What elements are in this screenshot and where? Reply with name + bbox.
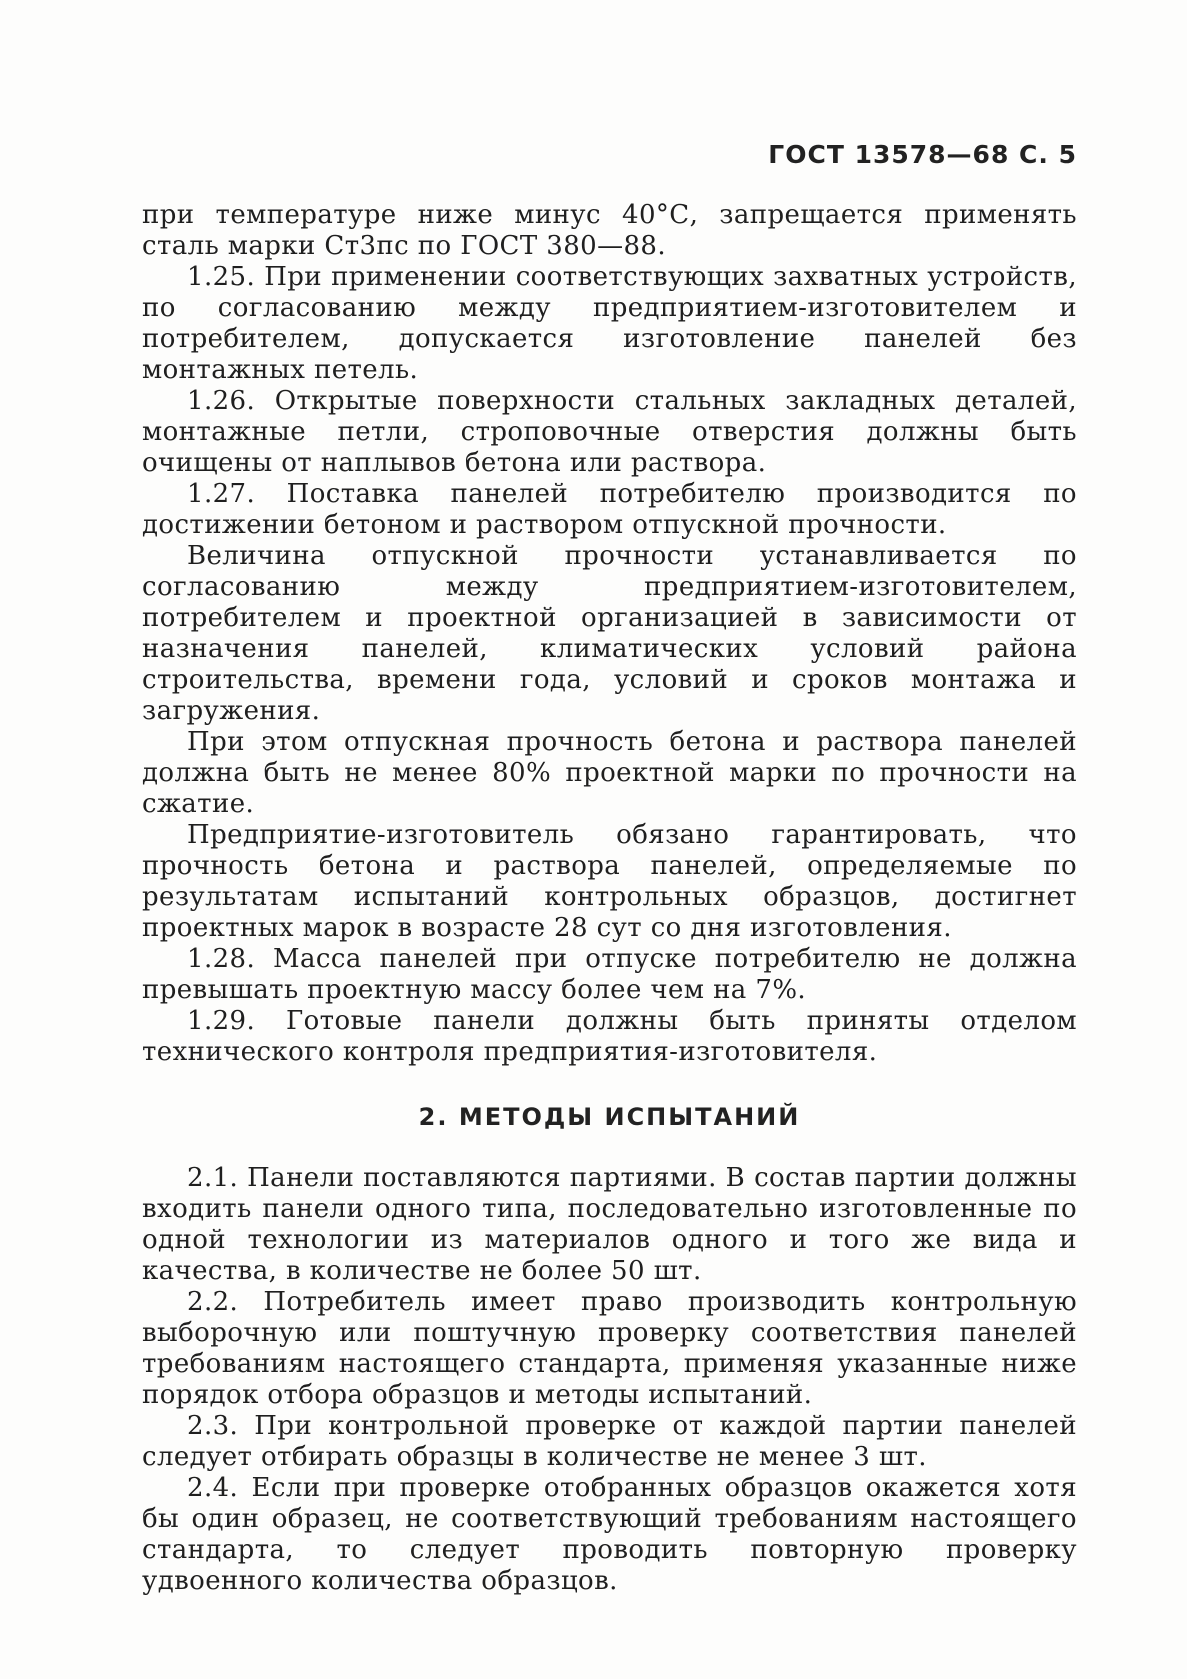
document-body: [142, 200, 1077, 1597]
paragraph-2-1: 2.1. Панели поставляются партиями. В состав партии должны входить панели одного типа, последовательно изготовленные по одной технологии из материалов одного и того же вида и качества, в количестве не более 50 шт.: [142, 1163, 1077, 1286]
paragraph-guarantee: Предприятие-изготовитель обязано гарантировать, что прочность бетона и раствора панелей, определяемые по результатам испытаний контрольных образцов, достигнет проектных марок в возрасте 28 сут со дня изготовления.: [142, 820, 1077, 943]
paragraph-1-26: 1.26. Открытые поверхности стальных закладных деталей, монтажные петли, строповочные отверстия должны быть очищены от наплывов бетона или раствора.: [142, 386, 1077, 478]
paragraph-1-28: 1.28. Масса панелей при отпуске потребителю не должна превышать проектную массу более чем на 7%.: [142, 944, 1077, 1005]
paragraph-2-2: 2.2. Потребитель имеет право производить контрольную выборочную или поштучную проверку соответствия панелей требованиям настоящего стандарта, применяя указанные ниже порядок отбора образцов и методы испытаний.: [142, 1287, 1077, 1410]
paragraph-release-strength: Величина отпускной прочности устанавливается по согласованию между предприятием-изготовителем, потребителем и проектной организацией в зависимости от назначения панелей, климатических условий района строительства, времени года, условий и сроков монтажа и загружения.: [142, 541, 1077, 726]
paragraph-2-4: 2.4. Если при проверке отобранных образцов окажется хотя бы один образец, не соответствующий требованиям настоящего стандарта, то следует проводить повторную проверку удвоенного количества образцов.: [142, 1473, 1077, 1596]
paragraph-2-3: 2.3. При контрольной проверке от каждой партии панелей следует отбирать образцы в количестве не менее 3 шт.: [142, 1411, 1077, 1472]
paragraph-1-25: 1.25. При применении соответствующих захватных устройств, по согласованию между предприятием-изготовителем и потребителем, допускается изготовление панелей без монтажных петель.: [142, 262, 1077, 385]
paragraph-1-27: 1.27. Поставка панелей потребителю производится по достижении бетоном и раствором отпускной прочности.: [142, 479, 1077, 540]
paragraph-continuation: при температуре ниже минус 40°С, запрещается применять сталь марки Ст3пс по ГОСТ 380—88.: [142, 200, 1077, 261]
page-header: ГОСТ 13578—68 С. 5: [768, 140, 1077, 169]
paragraph-1-29: 1.29. Готовые панели должны быть приняты отделом технического контроля предприятия-изготовителя.: [142, 1006, 1077, 1067]
paragraph-strength-80: При этом отпускная прочность бетона и раствора панелей должна быть не менее 80% проектной марки по прочности на сжатие.: [142, 727, 1077, 819]
section-heading: 2. МЕТОДЫ ИСПЫТАНИЙ: [418, 1103, 801, 1131]
